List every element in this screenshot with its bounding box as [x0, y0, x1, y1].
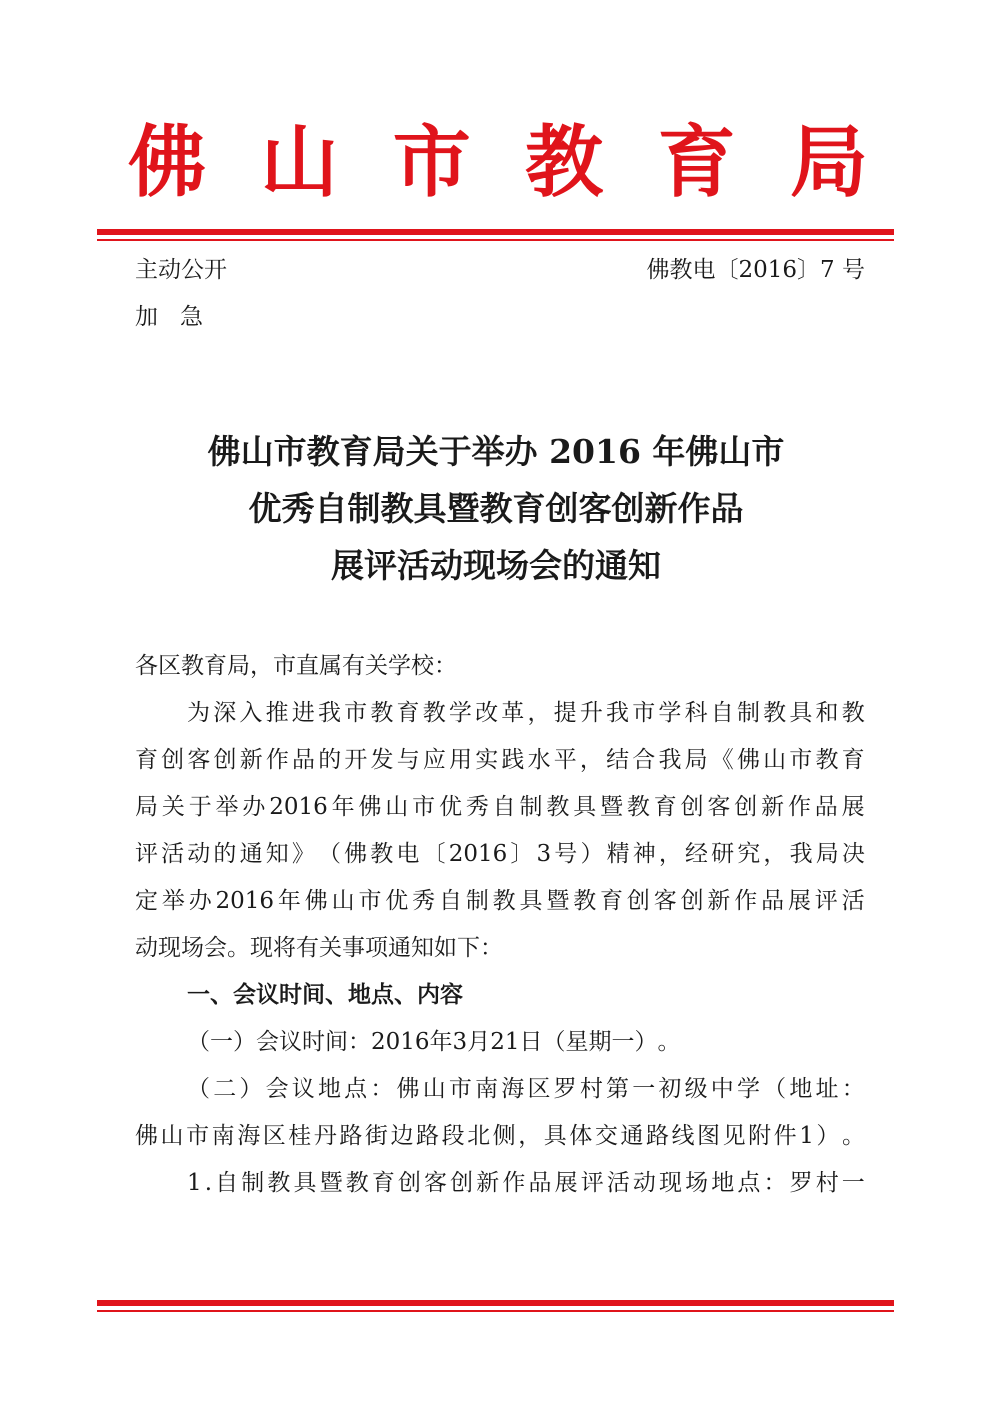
masthead-char: 山	[260, 117, 339, 208]
document-title-line: 佛山市教育局关于举办 2016 年佛山市	[207, 432, 785, 471]
document-number: 佛教电〔2016〕7 号	[646, 257, 865, 283]
body-line: 评 活 动 的 通 知 》 （ 佛 教 电 〔 2016 〕 3 号 ） 精 神 ， 经 研 究 ， 我 局 决	[135, 841, 865, 867]
urgency-label: 加急	[135, 304, 225, 330]
publicity-label: 主动公开	[135, 257, 227, 283]
body-line: 为 深 入 推 进 我 市 教 育 教 学 改 革 ， 提 升 我 市 学 科 自 制 教 具 和 教	[187, 700, 865, 726]
item-line: （ 一 ） 会 议 时 间 ： 2016 年 3 月 21 日 （ 星 期 一 ） 。	[187, 1029, 681, 1055]
document-title-line: 优秀自制教具暨教育创客创新作品	[248, 489, 744, 528]
body-line: 定 举 办 2016 年 佛 山 市 优 秀 自 制 教 具 暨 教 育 创 客 创 新 作 品 展 评 活	[135, 888, 865, 914]
item-line: 1 . 自 制 教 具 暨 教 育 创 客 创 新 作 品 展 评 活 动 现 场 地 点 ： 罗 村 一	[187, 1170, 865, 1196]
document-title-line: 展评活动现场会的通知	[331, 546, 661, 585]
masthead	[128, 118, 868, 208]
salutation: 各区教育局，市直属有关学校：	[135, 653, 457, 679]
section-heading: 一、会议时间、地点、内容	[187, 982, 463, 1008]
header-rule-thin	[97, 239, 894, 241]
masthead-char: 市	[392, 117, 471, 208]
masthead-char: 佛	[128, 117, 207, 208]
body-line: 局 关 于 举 办 2016 年 佛 山 市 优 秀 自 制 教 具 暨 教 育 创 客 创 新 作 品 展	[135, 794, 865, 820]
item-line: （ 二 ） 会 议 地 点 ： 佛 山 市 南 海 区 罗 村 第 一 初 级 中 学 （ 地 址 ：	[187, 1076, 865, 1102]
item-line: 佛 山 市 南 海 区 桂 丹 路 街 边 路 段 北 侧 ， 具 体 交 通 路 线 图 见 附 件 1 ） 。	[135, 1123, 865, 1149]
masthead-char: 局	[789, 117, 868, 208]
footer-rule-thin	[97, 1310, 894, 1312]
footer-rule-thick	[97, 1300, 894, 1306]
body-line: 动 现 场 会 。 现 将 有 关 事 项 通 知 如 下 ：	[135, 935, 503, 961]
header-rule-thick	[97, 229, 894, 235]
masthead-char: 教	[525, 117, 604, 208]
body-line: 育 创 客 创 新 作 品 的 开 发 与 应 用 实 践 水 平 ， 结 合 我 局 《 佛 山 市 教 育	[135, 747, 865, 773]
masthead-char: 育	[657, 117, 736, 208]
